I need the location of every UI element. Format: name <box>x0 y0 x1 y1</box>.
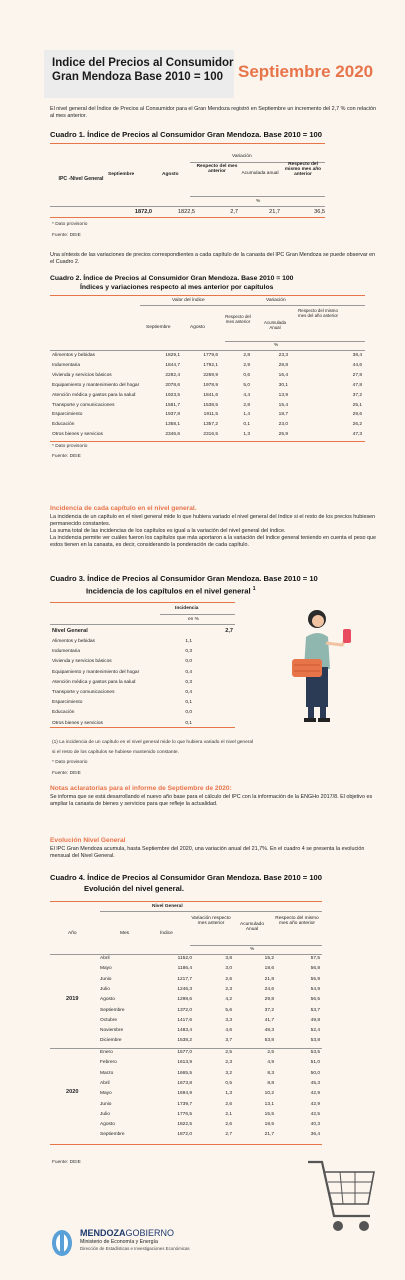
t1-note: * Dato provisorio <box>52 222 88 227</box>
table3-subtitle <box>86 585 256 596</box>
t1-variacion-header: Variación <box>232 154 252 159</box>
table3-title: Cuadro 3. Índice de Precios al Consumidor Gran Mendoza. Base 2010 = 10 <box>50 574 318 583</box>
title-line-2: Gran Mendoza Base 2010 = 100 <box>52 71 223 83</box>
table-cell: 1358,1 <box>165 422 180 428</box>
table-cell: 1298,6 <box>177 997 192 1003</box>
table-row-label: Alimentos y bebidas <box>52 353 95 358</box>
table-cell: 0,1 <box>185 700 192 706</box>
table-cell: 51,0 <box>310 1060 320 1066</box>
t1-col-v1: Respecto del mes anterior <box>196 164 238 174</box>
notes-text: Se informa que se está desarrollando el nuevo año base para el cálculo del IPC con la información de la ENGHo 2017/8. El objetivo es ampliar la canasta de bienes y servicios para que refleje la actualidad. <box>50 794 373 808</box>
table-row-label: Agosto <box>100 997 115 1003</box>
table-cell: 1217,7 <box>177 976 192 982</box>
t3-pct-header: en % <box>188 617 199 622</box>
divider <box>50 217 325 218</box>
divider <box>50 602 235 603</box>
t4-col-v3: Respecto del mismo mes año anterior <box>275 916 319 926</box>
footnote-marker: 1 <box>252 586 256 592</box>
t4-col-ano: Año <box>68 931 77 936</box>
table-cell: 0,4 <box>185 690 192 695</box>
t4-col-v1: Variación respecto mes anterior <box>191 916 231 926</box>
divider <box>225 305 365 306</box>
table-cell: 37,2 <box>352 392 362 398</box>
table-cell: 1483,4 <box>177 1028 192 1034</box>
t2-col-v1: Respecto del mes anterior <box>225 314 251 324</box>
table-cell: 21,7 <box>264 1132 274 1138</box>
table-cell: 1841,6 <box>203 392 218 398</box>
intro2-paragraph: Una síntesis de las variaciones de precios correspondientes a cada capítulo de la canasta del IPC Gran Mendoza se puede observar en el Cuadro 2. <box>50 252 376 266</box>
table-cell: 2,3 <box>225 1060 232 1066</box>
t4-col-ind: Índice <box>160 931 173 936</box>
logo-direction: Dirección de Estadísticas e Investigaciones Económicas <box>80 1246 190 1251</box>
table-cell: 1822,5 <box>177 1122 192 1128</box>
divider <box>50 954 322 955</box>
table-cell: 2346,6 <box>165 432 180 438</box>
table-cell: 1577,0 <box>177 1050 192 1055</box>
table-cell: 1665,5 <box>177 1070 192 1076</box>
table4-title: Cuadro 4. Índice de Precios al Consumidor Gran Mendoza. Base 2010 = 100 <box>50 873 322 882</box>
table-row-label: Mayo <box>100 1091 112 1097</box>
table-cell: 18,5 <box>264 1122 274 1128</box>
table-cell: 1776,5 <box>177 1111 192 1117</box>
table-cell: 0,3 <box>185 649 192 655</box>
table-row-label: Indumentaria <box>52 649 80 655</box>
t2-col-v3: Respecto del mismo mes del año anterior <box>297 308 339 318</box>
t2-col-sep: Septiembre <box>146 325 171 330</box>
table-cell: 1779,6 <box>203 353 218 358</box>
evolution-text: El IPC Gran Mendoza acumula, hasta Septiembre del 2020, una variación anual del 21,7%. En el cuadro 4 se presenta la evolución mensual del Nivel General. <box>50 846 365 860</box>
logo-brand-1: MENDOZA <box>80 1228 126 1238</box>
table-row-label: Abril <box>100 1080 110 1086</box>
table-row-label: Septiembre <box>100 1007 125 1013</box>
table-cell: 42,9 <box>310 1091 320 1097</box>
table-cell: 47,8 <box>352 382 362 388</box>
table-cell: 30,1 <box>278 382 288 388</box>
table-row-label: Transporte y comunicaciones <box>52 690 115 695</box>
table-cell: 42,9 <box>310 1101 320 1107</box>
t3-footnote-1: (1) La incidencia de un capítulo en el nivel general mide lo que hubiera variado el nivel general <box>52 740 254 745</box>
table-cell: 1,3 <box>225 1091 232 1097</box>
table2-subtitle: Índices y variaciones respecto al mes anterior por capítulos <box>80 284 274 291</box>
table-cell: 41,7 <box>264 1017 274 1023</box>
table-cell: 28,8 <box>278 362 288 368</box>
table-cell: 13,9 <box>278 392 288 398</box>
divider <box>160 614 235 615</box>
table-cell: 0,4 <box>185 669 192 675</box>
table-row-label: Atención médica y gastos para la salud <box>52 679 136 685</box>
table-row-label: Julio <box>100 1111 110 1117</box>
table-row-label: Alimentos y bebidas <box>52 639 95 644</box>
table-cell: 10,2 <box>264 1091 274 1097</box>
table-cell: 27,8 <box>352 372 362 378</box>
table-row-label: Equipamiento y mantenimiento del hogar <box>52 669 140 675</box>
table-cell: 29,8 <box>264 997 274 1003</box>
t1-col-v2: Acumulada anual <box>241 171 279 176</box>
table-cell: 3,0 <box>225 966 232 972</box>
table-row-label: Vivienda y servicios básicos <box>52 372 112 378</box>
table-cell: 8,8 <box>267 1080 274 1086</box>
table-cell: 53,8 <box>264 1038 274 1044</box>
report-header <box>0 42 405 104</box>
table-cell: 56,5 <box>310 997 320 1003</box>
t4-source: Fuente: DEIE <box>52 1160 81 1165</box>
table2-title: Cuadro 2. Índice de Precios al Consumidor Gran Mendoza. Base 2010 = 100 <box>50 275 294 282</box>
table-cell: 1844,7 <box>165 362 180 368</box>
table-row-label: Transporte y comunicaciones <box>52 402 115 408</box>
table-cell: 53,5 <box>310 1050 320 1055</box>
t2-pct: % <box>274 343 279 348</box>
table-cell: 5,6 <box>225 1007 232 1013</box>
table-row-label: Otros bienes y servicios <box>52 432 103 438</box>
table-cell: 48,3 <box>264 1028 274 1034</box>
t1-ago-value: 1822,5 <box>177 209 195 215</box>
table-row-label: Indumentaria <box>52 362 80 368</box>
shopping-cart-icon <box>300 1150 380 1245</box>
divider <box>50 624 235 625</box>
table1-title: Cuadro 1. Índice de Precios al Consumidor Gran Mendoza. Base 2010 = 100 <box>50 130 322 139</box>
t1-sep-value: 1872,0 <box>134 209 152 215</box>
table-cell: 1792,1 <box>203 362 218 368</box>
table-cell: 1872,0 <box>177 1132 192 1138</box>
table-cell: 0,5 <box>225 1080 232 1086</box>
table-cell: 0,6 <box>243 372 250 378</box>
table-cell: 1,4 <box>243 412 250 418</box>
divider <box>50 727 235 728</box>
table-cell: 3,2 <box>225 1070 232 1076</box>
t4-col-v2: Acumulado Anual <box>240 922 264 932</box>
table-row-label: Esparcimiento <box>52 412 83 418</box>
table-row-label: Diciembre <box>100 1038 122 1044</box>
intro-paragraph: El nivel general del Índice de Precios al Consumidor para el Gran Mendoza registró en Septiembre un incremento del 2,7 % con relación al mes anterior. <box>50 106 377 120</box>
table-cell: 50,0 <box>310 1070 320 1076</box>
table-cell: 4,6 <box>225 1028 232 1034</box>
table-cell: 29,6 <box>352 412 362 418</box>
divider <box>50 143 325 144</box>
divider <box>50 1048 322 1049</box>
table3-subtitle-text: Incidencia de los capítulos en el nivel general <box>86 586 251 596</box>
table-cell: 1937,8 <box>165 412 180 418</box>
t1-v2-value: 21,7 <box>269 209 280 215</box>
table-cell: 4,9 <box>267 1060 274 1066</box>
t3-total-value: 2,7 <box>225 628 233 634</box>
t4-col-mes: Mes <box>120 931 130 936</box>
t3-footnote-2: si el resto de los capítulos se hubiese mantenido constante. <box>52 750 179 755</box>
table-cell: 52,4 <box>310 1028 320 1034</box>
table-cell: 49,8 <box>310 1017 320 1023</box>
table-cell: 36,4 <box>310 1132 320 1138</box>
t2-valor-header: Valor del índice <box>172 298 205 303</box>
table-cell: 40,3 <box>310 1122 320 1128</box>
t1-source: Fuente: DEIE <box>52 233 81 238</box>
table-cell: 2,5 <box>225 1050 232 1055</box>
t1-pct: % <box>256 199 261 204</box>
table-row-label: Febrero <box>100 1060 117 1066</box>
table-cell: 1186,4 <box>177 966 192 972</box>
table-cell: 23,3 <box>278 353 288 358</box>
table-cell: 1357,2 <box>203 422 218 428</box>
table-cell: 3,8 <box>225 956 232 961</box>
incidence-p2: La suma total de las incidencias de los capítulos es igual a la variación del nivel general del índice. <box>50 528 286 534</box>
logo-brand-2: GOBIERNO <box>125 1228 175 1238</box>
table-cell: 24,6 <box>264 986 274 992</box>
report-period: Septiembre 2020 <box>238 62 374 81</box>
table-row-label: Esparcimiento <box>52 700 83 706</box>
table-cell: 53,7 <box>310 1007 320 1013</box>
table-cell: 0,1 <box>243 422 250 428</box>
divider <box>225 341 365 342</box>
divider <box>50 206 325 207</box>
table-cell: 18,7 <box>278 412 288 418</box>
table-cell: 1829,1 <box>165 353 180 358</box>
table-cell: 2,8 <box>243 353 250 358</box>
incidence-heading: Incidencia de cada capítulo en el nivel general. <box>50 505 197 512</box>
t1-col-v3: Respecto del mismo mes año anterior <box>284 162 322 177</box>
incidence-p3: La incidencia permite ver cuáles fueron los capítulos que más aportaron a la variación del índice general teniendo en cuenta el peso que estos tienen en la canasta, es decir, considerando la ponderación de cada capítulo. <box>50 535 377 549</box>
table-cell: 1978,9 <box>203 382 218 388</box>
logo-brand <box>80 1228 174 1238</box>
t3-note: * Dato provisorio <box>52 760 88 765</box>
table-cell: 3,3 <box>225 1017 232 1023</box>
table-cell: 2,3 <box>225 986 232 992</box>
table-cell: 23,0 <box>278 422 288 428</box>
table-row-label: Junio <box>100 976 112 982</box>
logo-ministry: Ministerio de Economía y Energía <box>80 1239 158 1245</box>
table-cell: 2,6 <box>225 1122 232 1128</box>
table-cell: 1246,3 <box>177 986 192 992</box>
incidence-p1: La incidencia de un capítulo en el nivel general mide lo que hubiera variado el nivel general del índice si el resto de los precios hubiesen permanecido constantes. <box>50 514 376 528</box>
divider <box>190 945 322 946</box>
table-cell: 4,4 <box>243 392 250 398</box>
table-row-label: Equipamiento y mantenimiento del hogar <box>52 382 140 388</box>
divider <box>50 295 365 296</box>
t4-pct: % <box>250 947 255 952</box>
table-row-label: Otros bienes y servicios <box>52 720 103 726</box>
table-cell: 56,8 <box>310 966 320 972</box>
t1-v1-value: 2,7 <box>230 209 238 215</box>
t2-col-ago: Agosto <box>190 325 205 330</box>
table-cell: 1417,6 <box>177 1017 192 1023</box>
table-cell: 15,2 <box>264 956 274 961</box>
t3-incidencia-header: Incidencia <box>175 606 199 611</box>
t2-col-v2: Acumulada Anual <box>264 320 286 330</box>
mendoza-seal-icon <box>50 1228 74 1258</box>
woman-shopping-illustration <box>280 605 370 730</box>
table-row-label: Octubre <box>100 1017 118 1023</box>
table-cell: 16,4 <box>278 372 288 378</box>
table-cell: 1152,0 <box>177 956 192 961</box>
table-cell: 42,5 <box>310 1111 320 1117</box>
table4-subtitle: Evolución del nivel general. <box>84 884 185 893</box>
table-row-label: Enero <box>100 1050 113 1055</box>
table-cell: 21,8 <box>264 976 274 982</box>
table-cell: 2,6 <box>225 1101 232 1107</box>
table-cell: 1372,0 <box>177 1007 192 1013</box>
table-cell: 55,9 <box>310 976 320 982</box>
table-cell: 0,0 <box>185 659 192 665</box>
table-cell: 44,6 <box>352 362 362 368</box>
divider <box>100 911 322 912</box>
divider <box>190 196 325 197</box>
table-row-label: Marzo <box>100 1070 114 1076</box>
divider <box>50 1144 322 1145</box>
table-cell: 2,5 <box>267 1050 274 1055</box>
t4-nivel-header: Nivel General <box>152 904 183 909</box>
t4-year-2019: 2019 <box>66 996 79 1002</box>
table-cell: 2282,4 <box>165 372 180 378</box>
table-cell: 2,6 <box>225 976 232 982</box>
table-row-label: Julio <box>100 986 110 992</box>
table-cell: 0,0 <box>185 710 192 716</box>
table-cell: 2,8 <box>243 402 250 408</box>
table-cell: 47,3 <box>352 432 362 438</box>
table-cell: 13,1 <box>264 1101 274 1107</box>
table-cell: 1538,5 <box>203 402 218 408</box>
table-cell: 57,5 <box>310 956 320 961</box>
t3-total-label: Nivel General <box>52 628 88 634</box>
table-cell: 25,9 <box>278 432 288 438</box>
table-cell: 37,2 <box>264 1007 274 1013</box>
notes-heading: Notas aclaratorias para el informe de Septiembre de 2020: <box>50 785 232 792</box>
table-row-label: Agosto <box>100 1122 115 1128</box>
table-row-label: Vivienda y servicios básicos <box>52 659 112 665</box>
table-cell: 54,9 <box>310 986 320 992</box>
divider <box>50 441 365 442</box>
table-cell: 0,1 <box>185 720 192 726</box>
t4-year-2020: 2020 <box>66 1089 79 1095</box>
t3-source: Fuente: DEIE <box>52 771 81 776</box>
t2-variacion-header: Variación <box>266 298 286 303</box>
t2-source: Fuente: DEIE <box>52 454 81 459</box>
table-cell: 38,4 <box>352 353 362 358</box>
table-cell: 2,9 <box>243 362 250 368</box>
table-row-label: Abril <box>100 956 110 961</box>
table-cell: 8,3 <box>267 1070 274 1076</box>
table-row-label: Educación <box>52 422 75 428</box>
evolution-heading: Evolución Nivel General <box>50 837 126 844</box>
table-cell: 15,4 <box>278 402 288 408</box>
table-cell: 25,1 <box>352 402 362 408</box>
table-row-label: Mayo <box>100 966 112 972</box>
table-cell: 2269,9 <box>203 372 218 378</box>
table-cell: 1538,2 <box>177 1038 192 1044</box>
table-cell: 1,3 <box>243 432 250 438</box>
table-row-label: Educación <box>52 710 75 716</box>
table-cell: 5,0 <box>243 382 250 388</box>
table-cell: 2078,6 <box>165 382 180 388</box>
table-cell: 4,2 <box>225 997 232 1003</box>
table-cell: 26,2 <box>352 422 362 428</box>
title-line-1: Indice del Precios al Consumidor <box>52 57 234 69</box>
table-cell: 1581,7 <box>165 402 180 408</box>
table-cell: 1613,9 <box>177 1060 192 1066</box>
table-cell: 2,7 <box>225 1132 232 1138</box>
table-row-label: Noviembre <box>100 1028 124 1034</box>
report-title <box>52 56 237 84</box>
table-cell: 1673,8 <box>177 1080 192 1086</box>
table-cell: 1,1 <box>185 639 192 644</box>
table-cell: 1739,7 <box>177 1101 192 1107</box>
divider <box>140 305 230 306</box>
table-cell: 1911,5 <box>203 412 218 418</box>
table-row-label: Junio <box>100 1101 112 1107</box>
table-cell: 18,6 <box>264 966 274 972</box>
t1-col-ago: Agosto <box>162 172 179 177</box>
table-cell: 3,7 <box>225 1038 232 1044</box>
table-cell: 15,5 <box>264 1111 274 1117</box>
table-cell: 2316,5 <box>203 432 218 438</box>
t1-col-sep: Septiembre <box>108 172 135 177</box>
table-cell: 45,3 <box>310 1080 320 1086</box>
t1-label-header: IPC -Nivel General <box>58 176 104 182</box>
t2-note: * Dato provisorio <box>52 444 88 449</box>
table-row-label: Atención médica y gastos para la salud <box>52 392 136 398</box>
divider <box>50 901 322 902</box>
table-cell: 0,3 <box>185 679 192 685</box>
table-cell: 1923,5 <box>165 392 180 398</box>
t1-v3-value: 36,5 <box>314 209 325 215</box>
divider <box>50 350 365 351</box>
table-row-label: Septiembre <box>100 1132 125 1138</box>
table-cell: 2,1 <box>225 1111 232 1117</box>
table-cell: 1694,9 <box>177 1091 192 1097</box>
table-cell: 53,8 <box>310 1038 320 1044</box>
